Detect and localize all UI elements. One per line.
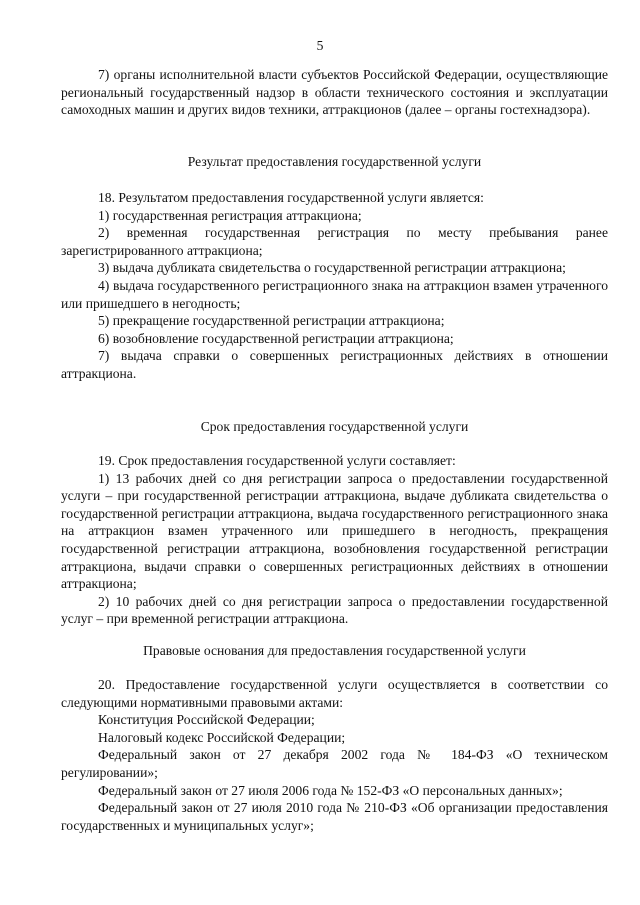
list-item: Федеральный закон от 27 июля 2006 года № 152-ФЗ «О персональных данных»; (98, 782, 563, 798)
section-heading-result: Результат предоставления государственной услуги (187, 154, 482, 169)
paragraph-lead: 18. Результатом предоставления государственной услуги является: (98, 190, 484, 205)
list-item: 4) выдача государственного регистрационного знака на аттракцион взамен утраченного или пришедшего в негодность; (61, 277, 608, 311)
section-heading-term: Срок предоставления государственной услуги (200, 419, 469, 434)
list-item: 6) возобновление государственной регистрации аттракциона; (98, 330, 454, 346)
section-result-body (61, 189, 608, 383)
list-item: 3) выдача дубликата свидетельства о государственной регистрации аттракциона; (98, 260, 566, 276)
list-item: 2) 10 рабочих дней со дня регистрации запроса о предоставлении государственной услуг – при временной регистрации аттракциона. (61, 593, 608, 627)
paragraph: 7) органы исполнительной власти субъектов Российской Федерации, осуществляющие региональный государственный надзор в области технического состояния и эксплуатации самоходных машин и других видов техники, аттракционов (далее – органы гостехнадзора). (61, 67, 608, 118)
list-item: 1) 13 рабочих дней со дня регистрации запроса о предоставлении государственной услуги – при государственной регистрации аттракциона, выдаче дубликата свидетельства о государственной регистрации аттракциона, выдача государственного регистрационного знака на аттракцион взамен утраченного или пришедшего в негодность, прекращения государственной регистрации аттракциона, возобновления государственной регистрации аттракциона, выдачи справки о совершенных регистрационных действиях в отношении аттракциона; (61, 470, 608, 592)
page-number: 5 (316, 38, 324, 53)
list-item: Конституция Российской Федерации; (98, 712, 315, 728)
paragraph-lead: 20. Предоставление государственной услуги осуществляется в соответствии со следующими нормативными правовыми актами: (61, 677, 608, 710)
list-item: 7) выдача справки о совершенных регистрационных действиях в отношении аттракциона. (61, 348, 608, 381)
section-heading-legal: Правовые основания для предоставления государственной услуги (143, 643, 526, 658)
section-term-body (61, 452, 608, 628)
list-item: Федеральный закон от 27 июля 2010 года № 210-ФЗ «Об организации предоставления государственных и муниципальных услуг»; (61, 800, 608, 833)
list-item: Федеральный закон от 27 декабря 2002 года № 184-ФЗ «О техническом регулировании»; (61, 747, 608, 780)
paragraph-lead: 19. Срок предоставления государственной услуги составляет: (98, 453, 456, 468)
list-item: 1) государственная регистрация аттракциона; (98, 207, 362, 223)
list-item: 2) временная государственная регистрация по месту пребывания ранее зарегистрированного аттракциона; (61, 225, 608, 258)
section-legal-body (61, 676, 608, 834)
list-item: Налоговый кодекс Российской Федерации; (98, 729, 346, 745)
list-item: 5) прекращение государственной регистрации аттракциона; (98, 313, 445, 329)
item-7-paragraph (61, 66, 608, 119)
